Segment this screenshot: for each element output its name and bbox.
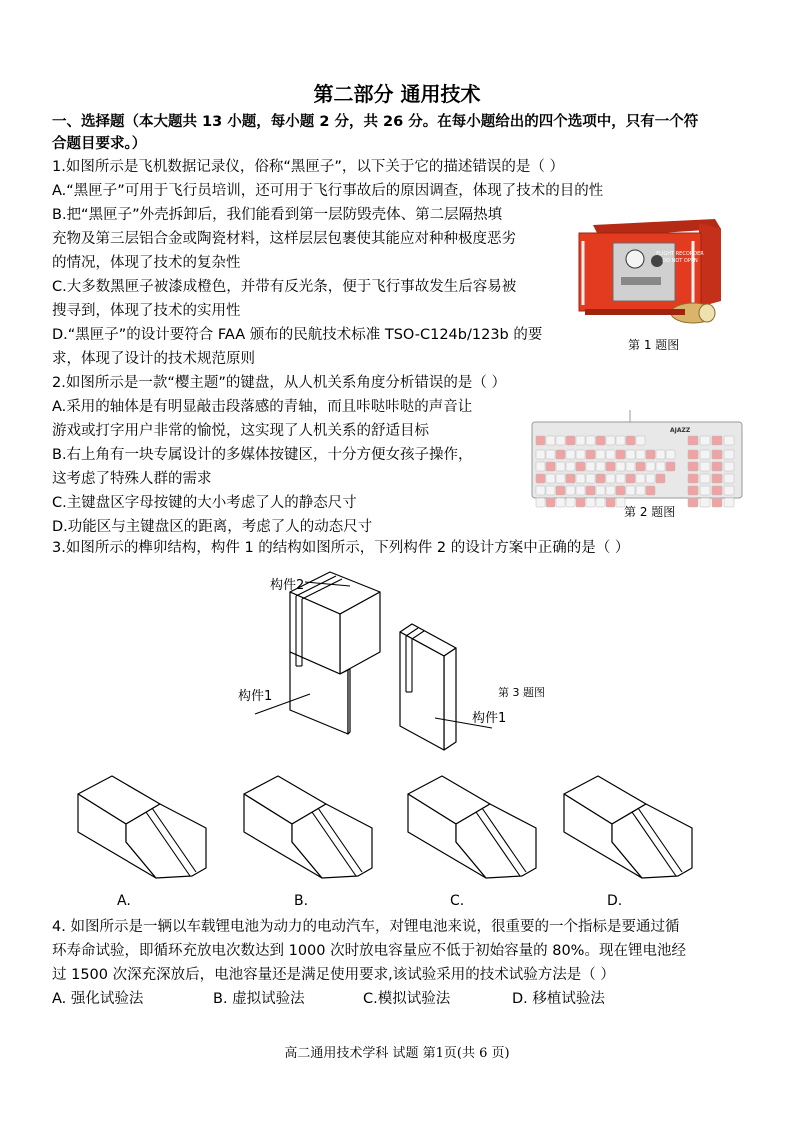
keycap	[556, 474, 565, 483]
q2-option-a-line1: A.采用的轴体是有明显敲击段落感的青轴，而且咔哒咔哒的声音让	[52, 399, 473, 415]
keycap	[546, 436, 555, 445]
option-a-drawing	[78, 776, 206, 878]
keycap	[636, 486, 645, 495]
keycap	[626, 462, 635, 471]
keycap	[626, 436, 635, 445]
keycap	[596, 462, 605, 471]
keycap	[576, 450, 585, 459]
keycap	[712, 498, 722, 507]
keyboard-image	[530, 410, 744, 500]
keycap	[636, 462, 645, 471]
q1-option-b-line1: B.把“黑匣子”外壳拆卸后，我们能看到第一层防毁壳体、第二层隔热填	[52, 207, 503, 223]
keycap	[700, 474, 710, 483]
keycap	[646, 474, 655, 483]
keycap	[712, 450, 722, 459]
keycap	[606, 474, 615, 483]
q4-stem-line3: 过 1500 次深充深放后，电池容量还是满足使用要求,该试验采用的技术试验方法是（ ）	[52, 967, 615, 983]
keycap	[700, 486, 710, 495]
keycap	[626, 486, 635, 495]
q4-stem-line2: 环寿命试验，即循环充放电次数达到 1000 次时放电容量应不低于初始容量的 80%。现在锂电池经	[52, 943, 686, 959]
keyboard-brand: AJAZZ	[670, 427, 691, 434]
keycap	[576, 498, 585, 507]
keycap	[636, 450, 645, 459]
recorder-label-2: DO NOT OPEN	[662, 258, 698, 264]
keycap	[606, 450, 615, 459]
option-b-label: B.	[294, 893, 309, 909]
keycap	[700, 462, 710, 471]
keycap	[566, 486, 575, 495]
q1-option-a: A.“黑匣子”可用于飞行员培训，还可用于飞行事故后的原因调查，体现了技术的目的性	[52, 183, 604, 199]
keycap	[546, 498, 555, 507]
keycap	[724, 474, 734, 483]
keycap	[626, 474, 635, 483]
keycap	[536, 474, 545, 483]
keycap	[596, 498, 605, 507]
keycap	[636, 436, 645, 445]
q1-option-d-line2: 求，体现了设计的技术规范原则	[52, 351, 255, 367]
keycap	[576, 436, 585, 445]
keycap	[536, 436, 545, 445]
keycap	[724, 462, 734, 471]
keycap	[712, 486, 722, 495]
keycap	[688, 474, 698, 483]
q2-stem: 2.如图所示是一款“樱主题”的键盘，从人机关系角度分析错误的是（ ）	[52, 375, 506, 391]
keycap	[556, 436, 565, 445]
q2-figure-caption: 第 2 题图	[624, 505, 676, 519]
keycap	[688, 498, 698, 507]
mortise-tenon-figure	[230, 562, 545, 774]
keycap	[700, 498, 710, 507]
q1-option-b-line3: 的情况，体现了技术的复杂性	[52, 255, 241, 271]
keycap	[712, 462, 722, 471]
keycap	[656, 462, 665, 471]
page-footer: 高二通用技术学科 试题 第1页(共 6 页)	[284, 1046, 510, 1061]
option-b-drawing	[244, 776, 372, 878]
label-part1-left: 构件1	[238, 689, 273, 704]
keycap	[596, 436, 605, 445]
q1-stem: 1.如图所示是飞机数据记录仪，俗称“黑匣子”，以下关于它的描述错误的是（ ）	[52, 159, 564, 175]
keycap	[566, 436, 575, 445]
keycap	[636, 474, 645, 483]
keycap	[556, 462, 565, 471]
keycap	[566, 462, 575, 471]
q2-option-b-line2: 这考虑了特殊人群的需求	[52, 471, 212, 487]
keycap	[616, 450, 625, 459]
option-a-label: A.	[117, 893, 131, 909]
keycap	[606, 462, 615, 471]
keycap	[536, 486, 545, 495]
keycap	[688, 450, 698, 459]
q2-option-c: C.主键盘区字母按键的大小考虑了人的静态尺寸	[52, 495, 357, 511]
keycap	[688, 436, 698, 445]
keycap	[626, 450, 635, 459]
keycap	[536, 450, 545, 459]
keycap	[546, 462, 555, 471]
keycap	[596, 474, 605, 483]
keycap	[576, 486, 585, 495]
page-title: 第二部分 通用技术	[313, 82, 481, 106]
keycap	[586, 474, 595, 483]
q2-option-d: D.功能区与主键盘区的距离，考虑了人的动态尺寸	[52, 519, 373, 535]
flight-recorder-image	[575, 215, 725, 333]
q1-option-c-line1: C.大多数黑匣子被漆成橙色，并带有反光条，便于飞行事故发生后容易被	[52, 279, 517, 295]
keycap	[646, 462, 655, 471]
q1-figure-caption: 第 1 题图	[628, 338, 680, 352]
q3-options-figure	[72, 772, 712, 882]
keycap	[596, 486, 605, 495]
keycap	[688, 486, 698, 495]
keycap	[556, 486, 565, 495]
keycap	[616, 436, 625, 445]
keycap	[688, 462, 698, 471]
keycap	[724, 486, 734, 495]
keycap	[566, 450, 575, 459]
keycap	[546, 474, 555, 483]
keycap	[586, 486, 595, 495]
q2-option-a-line2: 游戏或打字用户非常的愉悦，这实现了人机关系的舒适目标	[52, 423, 429, 439]
keycap	[616, 462, 625, 471]
recorder-label-1: FLIGHT RECORDER	[656, 251, 704, 257]
keycap	[586, 436, 595, 445]
keycap	[700, 436, 710, 445]
keycap	[666, 462, 675, 471]
keycap	[616, 486, 625, 495]
keycap	[586, 450, 595, 459]
keycap	[724, 436, 734, 445]
keycap	[606, 486, 615, 495]
keycap	[566, 474, 575, 483]
q4-option-a: A. 强化试验法	[52, 991, 144, 1007]
q4-option-c: C.模拟试验法	[363, 991, 451, 1007]
keycap	[666, 450, 675, 459]
label-part1-right: 构件1	[472, 711, 507, 726]
keycap	[576, 474, 585, 483]
keycap	[546, 450, 555, 459]
option-c-drawing	[408, 776, 536, 878]
option-d-label: D.	[607, 893, 623, 909]
q4-option-b: B. 虚拟试验法	[213, 991, 305, 1007]
keycap	[596, 450, 605, 459]
keycap	[700, 450, 710, 459]
option-c-label: C.	[450, 893, 465, 909]
keycap	[656, 450, 665, 459]
keycap	[536, 462, 545, 471]
q1-option-b-line2: 充物及第三层铝合金或陶瓷材料，这样层层包裹使其能应对种种极度恶劣	[52, 231, 516, 247]
option-d-drawing	[564, 776, 692, 878]
keycap	[586, 498, 595, 507]
keycap	[556, 498, 565, 507]
q2-option-b-line1: B.右上角有一块专属设计的多媒体按键区，十分方便女孩子操作，	[52, 447, 473, 463]
keycap	[646, 450, 655, 459]
keycap	[646, 486, 655, 495]
keycap	[712, 474, 722, 483]
keycap	[616, 474, 625, 483]
keycap	[724, 498, 734, 507]
q3-stem: 3.如图所示的榫卯结构，构件 1 的结构如图所示，下列构件 2 的设计方案中正确的是（ ）	[52, 540, 630, 556]
q3-figure-caption: 第 3 题图	[498, 686, 545, 699]
keycap	[586, 462, 595, 471]
keycap	[556, 450, 565, 459]
q4-option-d: D. 移植试验法	[512, 991, 605, 1007]
keycap	[546, 486, 555, 495]
keycap	[712, 436, 722, 445]
keycap	[576, 462, 585, 471]
section-heading-line2: 合题目要求。）	[52, 136, 147, 152]
section-heading-line1: 一、选择题（本大题共 13 小题，每小题 2 分，共 26 分。在每小题给出的四个选项中，只有一个符	[52, 114, 699, 130]
keycap	[606, 498, 615, 507]
label-part2: 构件2	[270, 578, 305, 593]
keycap	[536, 498, 545, 507]
q1-option-d-line1: D.“黑匣子”的设计要符合 FAA 颁布的民航技术标准 TSO-C124b/123b 的要	[52, 327, 543, 343]
keycap	[606, 436, 615, 445]
q4-stem-line1: 4. 如图所示是一辆以车载锂电池为动力的电动汽车，对锂电池来说，很重要的一个指标是要通过循	[52, 919, 680, 935]
q1-option-c-line2: 搜寻到，体现了技术的实用性	[52, 303, 241, 319]
keycap	[566, 498, 575, 507]
keycap	[724, 450, 734, 459]
keycap	[656, 474, 665, 483]
